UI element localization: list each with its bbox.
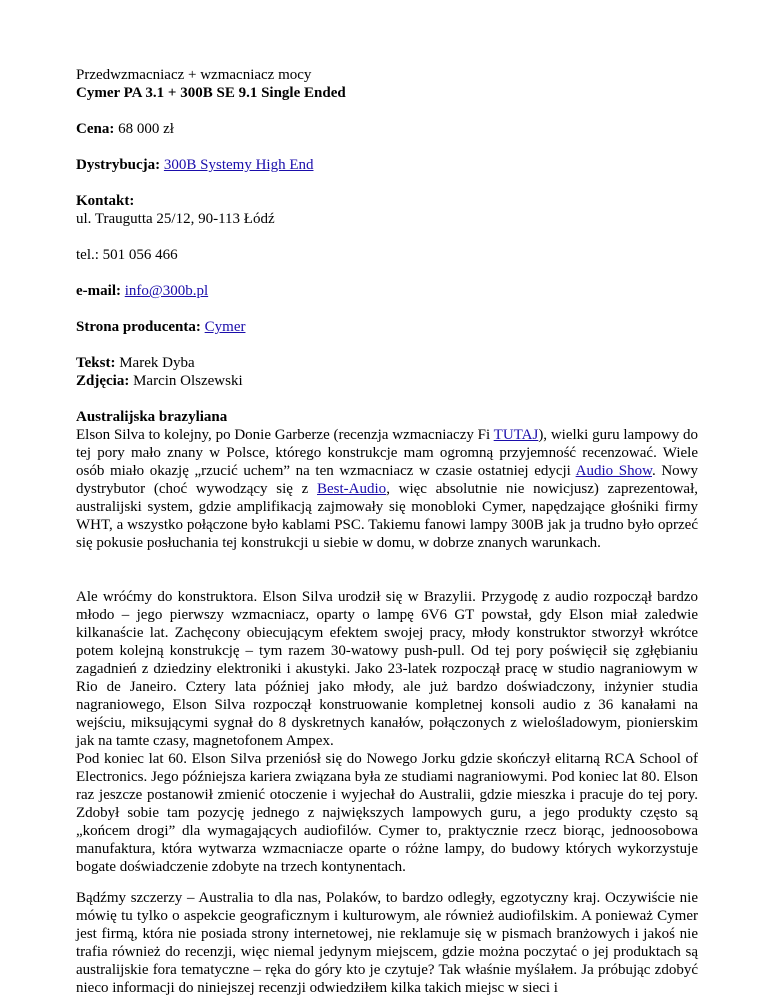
subtitle: Przedwzmacniacz + wzmacniacz mocy: [76, 67, 312, 83]
article-heading: Australijska brazyliana: [76, 409, 228, 425]
producer-link[interactable]: Cymer: [204, 319, 246, 335]
document-page: [76, 66, 698, 997]
price-line: Cena: 68 000 zł: [76, 121, 174, 137]
tutaj-link[interactable]: TUTAJ: [493, 427, 539, 443]
phone: tel.: 501 056 466: [76, 247, 178, 263]
paragraph-1: Elson Silva to kolejny, po Donie Garberze (recenzja wzmacniaczy Fi TUTAJ), wielki guru lampowy do tej pory mało znany w Polsce, którego konstrukcje mam ogromną przyjemność recenzować. Wiele osób miało okazję „rzucić uchem” na ten wzmacniacz w czasie ostatniej edycji Audio Show. Nowy dystrybutor (choć wywodzący się z Best-Audio, więc absolutnie nie nowicjusz) zaprezentował, australijski system, gdzie amplifikacją zajmowały się monobloki Cymer, napędzające głośniki firmy WHT, a wszystko połączone było kablami PSC. Takiemu fanowi lampy 300B jak ja trudno było oprzeć się pokusie posłuchania tej konstrukcji u siebie w domu, w dobrze znanych warunkach.: [76, 427, 698, 551]
address: ul. Traugutta 25/12, 90-113 Łódź: [76, 211, 275, 227]
best-audio-link[interactable]: Best-Audio: [317, 481, 387, 497]
text-author-line: Tekst: Marek Dyba: [76, 355, 195, 371]
paragraph-3: Pod koniec lat 60. Elson Silva przeniósł się do Nowego Jorku gdzie skończył elitarną RCA School of Electronics. Jego późniejsza kariera związana była ze studiami nagraniowymi. Pod koniec lat 80. Elson raz jeszcze postanowił zmienić otoczenie i wyjechał do Australii, gdzie mieszka i pracuje do tej pory. Zdobył sobie tam pozycję jednego z największych lampowych guru, a jego produkty często są „końcem drogi” dla wymagających audiofilów. Cymer to, praktycznie rzecz biorąc, jednoosobowa manufaktura, która wytwarza wzmacniacze oparte o różne lampy, do budowy których wykorzystuje bogate doświadczenie zdobyte na trzech kontynentach.: [76, 751, 698, 875]
product-title: Cymer PA 3.1 + 300B SE 9.1 Single Ended: [76, 85, 346, 101]
contact-label: Kontakt:: [76, 193, 135, 209]
email-line: e-mail: info@300b.pl: [76, 283, 209, 299]
photo-author-line: Zdjęcia: Marcin Olszewski: [76, 373, 243, 389]
producer-line: Strona producenta: Cymer: [76, 319, 246, 335]
distribution-line: Dystrybucja: 300B Systemy High End: [76, 157, 314, 173]
audio-show-link[interactable]: Audio Show: [575, 463, 652, 479]
paragraph-2: Ale wróćmy do konstruktora. Elson Silva urodził się w Brazylii. Przygodę z audio rozpoczął bardzo młodo – jego pierwszy wzmacniacz, oparty o lampę 6V6 GT powstał, gdy Elson miał zaledwie kilkanaście lat. Zachęcony obiecującym efektem swojej pracy, młody konstruktor stworzył wkrótce potem kolejną konstrukcję – tym razem 30-watowy push-pull. Od tej pory poświęcił się zgłębianiu zagadnień z dziedziny elektroniki i akustyki. Jako 23-latek rozpoczął pracę w studio nagraniowym w Rio de Janeiro. Cztery lata później jako młody, ale już bardzo doświadczony, inżynier studia nagraniowego, Elson Silva rozpoczął konstruowanie kompletnej konsoli audio z 36 kanałami na wejściu, miksującymi sygnał do 8 dyskretnych kanałów, połączonych z wielośladowym, pionierskim jak na tamte czasy, magnetofonem Ampex.: [76, 589, 698, 749]
email-link[interactable]: info@300b.pl: [124, 283, 209, 299]
paragraph-4: Bądźmy szczerzy – Australia to dla nas, Polaków, to bardzo odległy, egzotyczny kraj. Oczywiście nie mówię tu tylko o aspekcie geograficznym i kulturowym, ale również audiofilskim. A ponieważ Cymer jest firmą, która nie posiada strony internetowej, nie reklamuje się w pismach branżowych i jakoś nie trafia również do recenzji, więc niemal jedynym miejscem, gdzie można poczytać o jej produktach są australijskie fora tematyczne – ręka do góry kto je czytuje? Tak właśnie myślałem. Ja próbując zdobyć nieco informacji do niniejszej recenzji odwiedziłem kilka takich miejsc w sieci i: [76, 890, 698, 996]
distribution-link[interactable]: 300B Systemy High End: [163, 157, 314, 173]
